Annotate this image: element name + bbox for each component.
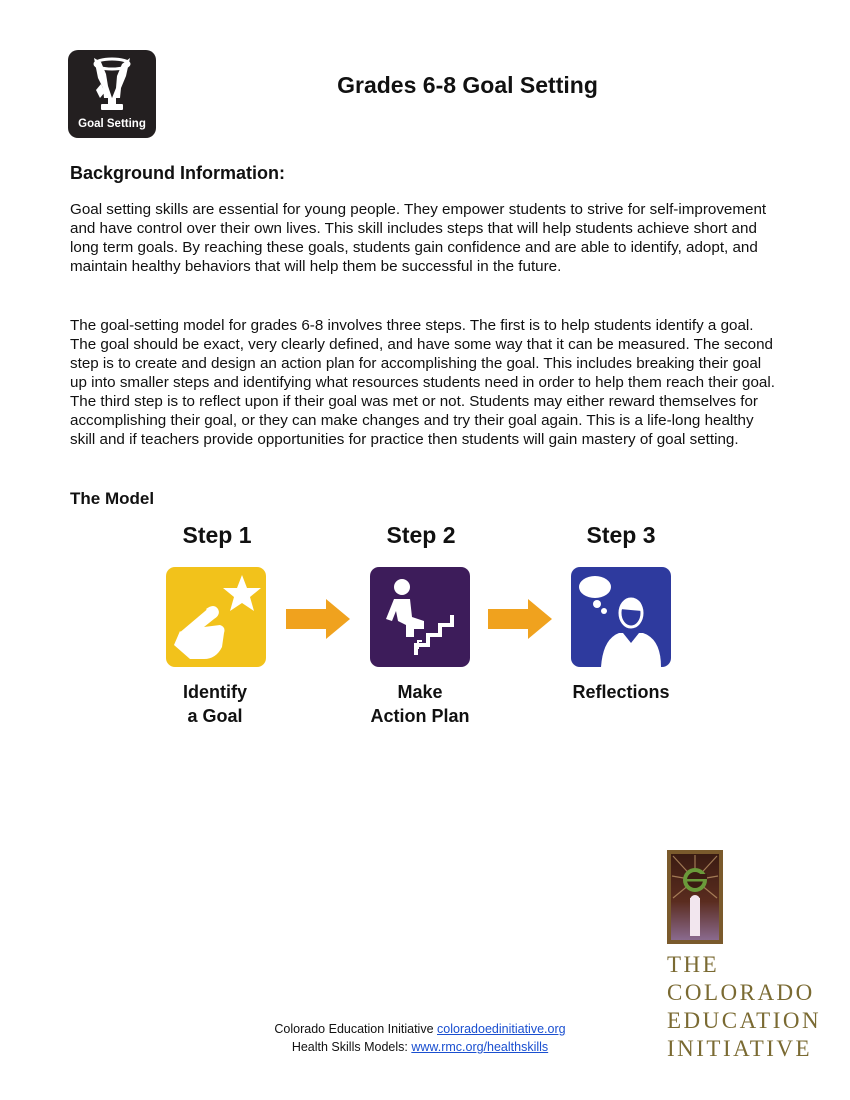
cei-logo-wordmark: [667, 951, 821, 1063]
reflections-icon: [571, 567, 671, 667]
background-paragraph-1: Goal setting skills are essential for young people. They empower students to strive for self-improvement and have control over their own lives. This skill includes steps that will help students achieve short and long term goals. By reaching these goals, students gain confidence and are able to identify, adopt, and maintain healthy behaviors that will help them be successful in the future.: [70, 201, 767, 275]
logo-line-3: EDUCATION: [667, 1008, 822, 1033]
step-2-label: [340, 680, 500, 728]
background-heading: Background Information:: [70, 163, 285, 183]
identify-goal-icon: [166, 567, 266, 667]
model-heading: The Model: [70, 489, 155, 508]
step-2-label-line-1: Make: [397, 682, 443, 702]
logo-line-2: COLORADO: [667, 980, 815, 1005]
step-3-label: [541, 680, 701, 704]
cei-logo-icon: [667, 850, 723, 944]
step-2-label-line-2: Action Plan: [370, 706, 470, 726]
footer-line-2: [200, 1038, 640, 1056]
step-2-title: Step 2: [386, 522, 456, 548]
step-1-label-line-2: a Goal: [187, 706, 243, 726]
health-skills-link[interactable]: www.rmc.org/healthskills: [411, 1040, 549, 1054]
action-plan-icon: [370, 567, 470, 667]
logo-line-4: INITIATIVE: [667, 1036, 813, 1061]
footer-health-skills-label: Health Skills Models:: [291, 1040, 408, 1054]
goal-setting-badge: [68, 50, 156, 138]
page-title: Grades 6-8 Goal Setting: [337, 72, 598, 98]
footer: [200, 1020, 640, 1056]
footer-line-1: [200, 1020, 640, 1038]
step-3-label-line-1: Reflections: [572, 682, 670, 702]
cei-website-link[interactable]: coloradoedinitiative.org: [437, 1022, 566, 1036]
step-1-label: [135, 680, 295, 728]
background-paragraph-2: The goal-setting model for grades 6-8 involves three steps. The first is to help students identify a goal. The goal should be exact, very clearly defined, and have some way that it can be measured. The second step is to create and design an action plan for accomplishing the goal. This includes breaking their goal up into smaller steps and identifying what resources students need in order to help them reach their goal. The third step is to reflect upon if their goal was met or not. Students may either reward themselves for accomplishing their goal, or they can make changes and try their goal again. This is a life-long healthy skill and if teachers provide opportunities for practice then students will gain mastery of goal setting.: [70, 317, 775, 448]
footer-org-name: Colorado Education Initiative: [274, 1022, 434, 1036]
arrow-right-icon: [488, 599, 552, 639]
badge-label: Goal Setting: [78, 118, 146, 130]
step-1-title: Step 1: [182, 522, 252, 548]
step-1-label-line-1: Identify: [182, 682, 247, 702]
arrow-right-icon: [286, 599, 350, 639]
step-3-title: Step 3: [586, 522, 656, 548]
logo-line-1: THE: [667, 952, 720, 977]
